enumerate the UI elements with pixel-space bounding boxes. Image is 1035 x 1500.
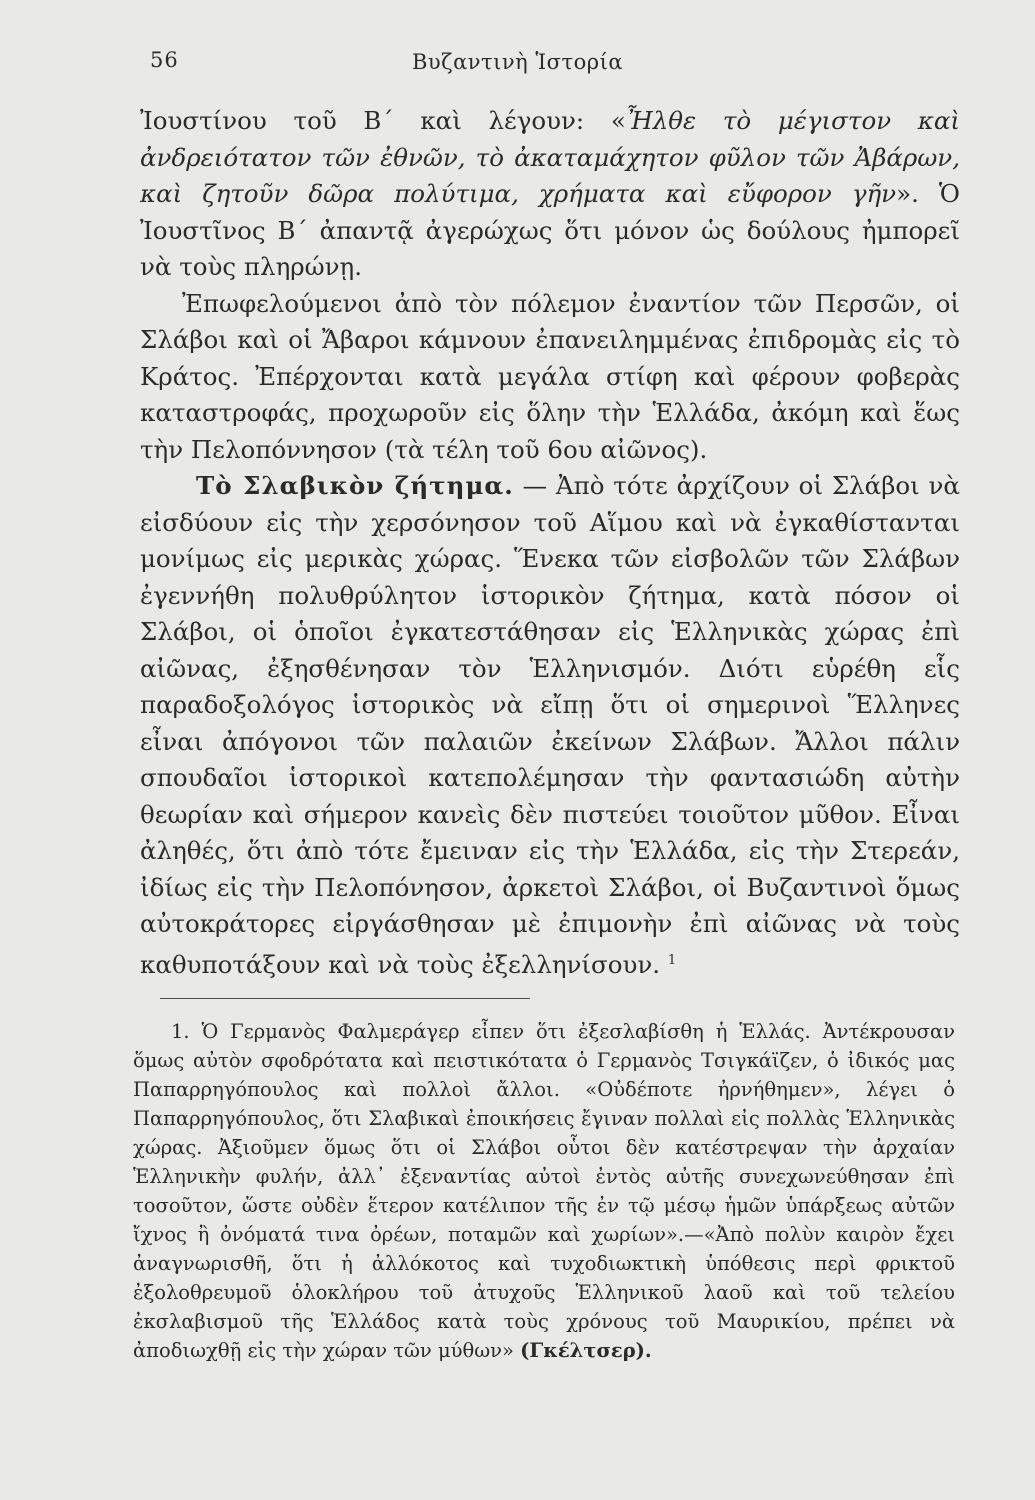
page-number: 56 [150, 48, 179, 72]
paragraph-2: Ἐπωφελούμενοι ἀπὸ τὸν πόλεμον ἐναντίον τῶν Περσῶν, οἱ Σλάβοι καὶ οἱ Ἄβαροι κάμνουν ἐπανειλημμένας ἐπιδρομὰς εἰς τὸ Κράτος. Ἐπέρχονται κατὰ μεγάλα στίφη καὶ φέρουν φοβερὰς καταστροφάς, προχωροῦν εἰς ὅλην τὴν Ἑλλάδα, ἀκόμη καὶ ἕως τὴν Πελοπόννησον (τὰ τέλη τοῦ 6ου αἰῶνος). [140, 288, 960, 464]
footnote [133, 1017, 955, 1365]
main-text [140, 103, 960, 983]
avar-envoy-quote: Ἦλθε τὸ μέγιστον καὶ ἀνδρειότατον τῶν ἐθνῶν, τὸ ἀκαταμάχητον φῦλον τῶν Ἀβάρων, καὶ ζητοῦν δῶρα πολύτιμα, χρήματα καὶ εὔφορον γῆν [140, 106, 960, 208]
paragraph-1-lead: Ἰουστίνου τοῦ Β΄ καὶ λέγουν: « [140, 106, 626, 135]
paragraph-3-text: — Ἀπὸ τότε ἀρχίζουν οἱ Σλάβοι νὰ εἰσδύουν εἰς τὴν χερσόνησον τοῦ Αἵμου καὶ νὰ ἐγκαθίστανται μονίμως εἰς μερικὰς χώρας. Ἕνεκα τῶν εἰσβολῶν τῶν Σλάβων ἐγεννήθη πολυθρύλητον ἱστορικὸν ζήτημα, κατὰ πόσον οἱ Σλάβοι, οἱ ὁποῖοι ἐγκατεστάθησαν εἰς Ἑλληνικὰς χώρας ἐπὶ αἰῶνας, ἐξησθένησαν τὸν Ἑλληνισμόν. Διότι εὑρέθη εἷς παραδοξολόγος ἱστορικὸς νὰ εἴπῃ ὅτι οἱ σημερινοὶ Ἕλληνες εἶναι ἀπόγονοι τῶν παλαιῶν ἐκείνων Σλάβων. Ἄλλοι πάλιν σπουδαῖοι ἱστορικοὶ κατεπολέμησαν τὴν φαντασιώδη αὐτὴν θεωρίαν καὶ σήμερον κανεὶς δὲν πιστεύει τοιοῦτον μῦθον. Εἶναι ἀληθές, ὅτι ἀπὸ τότε ἔμειναν εἰς τὴν Ἑλλάδα, εἰς τὴν Στερεάν, ἰδίως εἰς τὴν Πελοπόνησον, ἀρκετοὶ Σλάβοι, οἱ Βυζαντινοὶ ὅμως αὐτοκράτορες εἰργάσθησαν μὲ ἐπιμονὴν ἐπὶ αἰῶνας νὰ τοὺς καθυποτάξουν καὶ νὰ τοὺς ἐξελληνίσουν. [140, 471, 960, 979]
footnote-reference: 1 [667, 952, 677, 968]
section-heading: Τὸ Σλαβικὸν ζήτημα. [196, 471, 514, 500]
footnote-author: (Γκέλτσερ). [520, 1339, 652, 1362]
footnote-text: 1. Ὁ Γερμανὸς Φαλμεράγερ εἶπεν ὅτι ἐξεσλαβίσθη ἡ Ἑλλάς. Ἀντέκρουσαν ὅμως αὐτὸν σφοδρότατα καὶ πειστικότατα ὁ Γερμανὸς Τσιγκάϊζεν, ὁ ἰδικός μας Παπαρρηγόπουλος καὶ πολλοὶ ἄλλοι. «Οὐδέποτε ἠρνήθημεν», λέγει ὁ Παπαρρηγόπουλος, ὅτι Σλαβικαὶ ἐποικήσεις ἔγιναν πολλαὶ εἰς πολλὰς Ἑλληνικὰς χώρας. Ἀξιοῦμεν ὅμως ὅτι οἱ Σλάβοι οὗτοι δὲν κατέστρεψαν τὴν ἀρχαίαν Ἑλληνικὴν φυλήν, ἀλλ᾽ ἐξεναντίας αὐτοὶ ἐντὸς αὐτῆς συνεχωνεύθησαν ἐπὶ τοσοῦτον, ὥστε οὐδὲν ἕτερον κατέλιπον τῆς ἐν τῷ μέσῳ ἡμῶν ὑπάρξεως αὐτῶν ἴχνος ἢ ὀνόματά τινα ὀρέων, ποταμῶν καὶ χωρίων».—«Ἀπὸ πολὺν καιρὸν ἔχει ἀναγνωρισθῆ, ὅτι ἡ ἀλλόκοτος καὶ τυχοδιωκτικὴ ὑπόθεσις περὶ φρικτοῦ ἐξολοθρευμοῦ ὁλοκλήρου τοῦ ἀτυχοῦς Ἑλληνικοῦ λαοῦ καὶ τοῦ τελείου ἐκσλαβισμοῦ τῆς Ἑλλάδος κατὰ τοὺς χρόνους τοῦ Μαυρικίου, πρέπει νὰ ἀποδιωχθῇ εἰς τὴν χώραν τῶν μύθων» [133, 1020, 955, 1362]
paragraph-1-tail: ». Ὁ Ἰουστῖνος Β΄ ἀπαντᾷ ἀγερώχως ὅτι μόνον ὡς δούλους ἠμπορεῖ νὰ τοὺς πληρώνῃ. [140, 179, 960, 281]
footnote-text-block [133, 1017, 955, 1365]
running-title: Βυζαντινὴ Ἱστορία [411, 50, 623, 74]
page-header [0, 48, 1035, 88]
footnote-divider [160, 998, 530, 999]
paragraph-1 [140, 103, 960, 286]
paragraph-3 [140, 468, 960, 983]
